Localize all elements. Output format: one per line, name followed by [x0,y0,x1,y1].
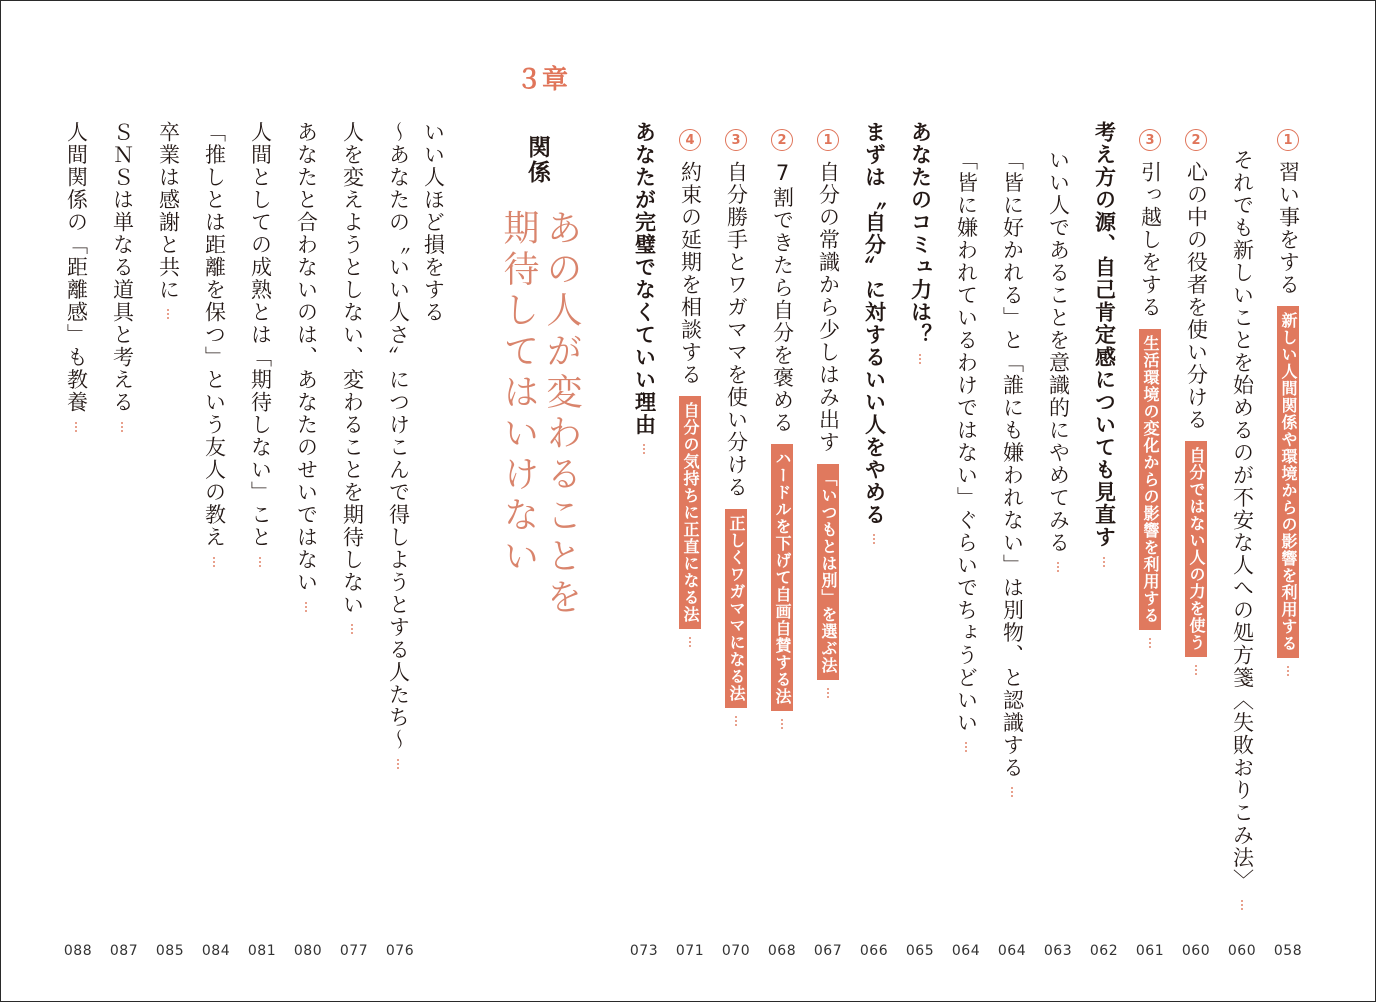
page-number: 061 [1135,943,1165,959]
entry-title: 約束の延期を相談する [678,161,703,386]
method-tag: 生活環境の変化からの影響を利用する [1139,329,1161,630]
chapter-title-line-1: あの人が変わることを [541,209,582,619]
step-number-badge: 3 [725,129,747,151]
method-tag: 「いつもとは別」を選ぶ法 [817,464,839,680]
toc-entry[interactable] [1271,119,1305,680]
dotted-leader [919,354,921,364]
toc-entry[interactable] [105,119,139,436]
entry-title: 「皆に好かれる」と「誰にも嫌われない」は別物、と認識する [1000,149,1025,779]
page-number: 088 [63,943,93,959]
chapter-label: 関係 [524,135,550,185]
toc-entry[interactable] [949,119,983,756]
page-number: 062 [1089,943,1119,959]
toc-entry[interactable] [59,119,93,436]
page-number: 060 [1227,943,1257,959]
dotted-leader [1057,562,1059,572]
page-number: 084 [201,943,231,959]
method-tag: 自分の気持ちに正直になる法 [679,396,701,629]
entry-title: いい人ほど損をする [421,121,446,324]
page-number: 085 [155,943,185,959]
method-tag: 正しくワガママになる法 [725,509,747,708]
entry-subtitle: 〜あなたの〝いい人さ〟につけこんで得しようとする人たち〜 [386,121,411,751]
toc-entry[interactable] [243,119,277,571]
entry-title: 心の中の役者を使い分ける [1184,161,1209,431]
toc-entry[interactable] [1179,119,1213,679]
entry-title: 人間としての成熟とは「期待しない」こと [248,121,273,549]
toc-entry[interactable] [903,119,937,368]
method-tag: 自分ではない人の力を使う [1185,441,1207,657]
dotted-leader [1103,557,1105,567]
step-number-badge: 1 [817,129,839,151]
dotted-leader [689,637,691,647]
entry-title: 7割できたら自分を褒める [770,161,795,434]
dotted-leader [643,444,645,454]
dotted-leader [75,422,77,432]
entry-title: 「推しとは距離を保つ」という友人の教え [202,121,227,549]
page-number: 064 [997,943,1027,959]
page-number: 080 [293,943,323,959]
dotted-leader [965,742,967,752]
entry-title: 習い事をする [1276,161,1301,296]
dotted-leader [305,602,307,612]
toc-entry[interactable] [1041,119,1075,576]
step-number-badge: 2 [1185,129,1207,151]
toc-entry[interactable] [811,119,845,702]
toc-entry[interactable] [416,119,450,324]
page-number: 081 [247,943,277,959]
entry-title: 自分の常識から少しはみ出す [816,161,841,454]
dotted-leader [121,422,123,432]
toc-entry[interactable] [627,119,661,458]
dotted-leader [1287,666,1289,676]
page-number: 077 [339,943,369,959]
toc-entry[interactable] [151,119,185,323]
toc-entry[interactable] [673,119,707,651]
dotted-leader [827,688,829,698]
page-number: 058 [1273,943,1303,959]
dotted-leader [1011,787,1013,797]
step-number-badge: 3 [1139,129,1161,151]
dotted-leader [259,557,261,567]
chapter-number: ３章 [516,65,569,95]
page-number: 066 [859,943,889,959]
entry-title: 自分勝手とワガママを使い分ける [724,161,749,499]
dotted-leader [873,534,875,544]
page-number: 073 [629,943,659,959]
entry-title: 卒業は感謝と共に [156,121,181,301]
toc-entry[interactable] [1225,119,1259,914]
dotted-leader [397,759,399,769]
page-number: 063 [1043,943,1073,959]
page-number: 064 [951,943,981,959]
dotted-leader [351,624,353,634]
page-number: 087 [109,943,139,959]
dotted-leader [1149,638,1151,648]
entry-title: いい人であることを意識的にやめてみる [1046,149,1071,554]
page-number: 060 [1181,943,1211,959]
entry-title: あなたと合わないのは、あなたのせいではない [294,121,319,594]
toc-entry[interactable] [1087,119,1121,571]
dotted-leader [781,719,783,729]
page-number: 076 [385,943,415,959]
dotted-leader [167,309,169,319]
page-number: 065 [905,943,935,959]
entry-title: それでも新しいことを始めるのが不安な人への処方箋〈失敗おりこみ法〉 [1230,149,1255,892]
entry-title: 「皆に嫌われているわけではない」ぐらいでちょうどいい [954,149,979,734]
dotted-leader [735,716,737,726]
step-number-badge: 4 [679,129,701,151]
toc-entry[interactable] [197,119,231,571]
step-number-badge: 1 [1277,129,1299,151]
page-number: 071 [675,943,705,959]
entry-title: ＳＮＳは単なる道具と考える [110,121,135,414]
page-number: 070 [721,943,751,959]
method-tag: 新しい人間関係や環境からの影響を利用する [1277,306,1299,658]
dotted-leader [1241,900,1243,910]
toc-entry[interactable] [1133,119,1167,652]
entry-title: 引っ越しをする [1138,161,1163,319]
entry-title: 人を変えようとしない、変わることを期待しない [340,121,365,616]
page-number: 067 [813,943,843,959]
dotted-leader [213,557,215,567]
entry-title: あなたが完璧でなくていい理由 [632,121,657,436]
step-number-badge: 2 [771,129,793,151]
toc-entry[interactable] [335,119,369,638]
chapter-title-line-2: 期待してはいけない [498,209,539,578]
page-number: 068 [767,943,797,959]
toc-entry[interactable] [995,119,1029,801]
method-tag: ハードルを下げて自画自賛する法 [771,444,793,711]
toc-entry[interactable] [765,119,799,733]
toc-entry[interactable] [289,119,323,616]
entry-title: あなたのコミュ力は？ [908,121,933,346]
toc-entry-subtitle[interactable] [381,119,415,773]
entry-title: 考え方の源、自己肯定感についても見直す [1092,121,1117,549]
dotted-leader [1195,665,1197,675]
entry-title: 人間関係の「距離感」も教養 [64,121,89,414]
toc-entry[interactable] [719,119,753,730]
entry-title: まずは〝自分〟に対するいい人をやめる [862,121,887,526]
toc-entry[interactable] [857,119,891,548]
